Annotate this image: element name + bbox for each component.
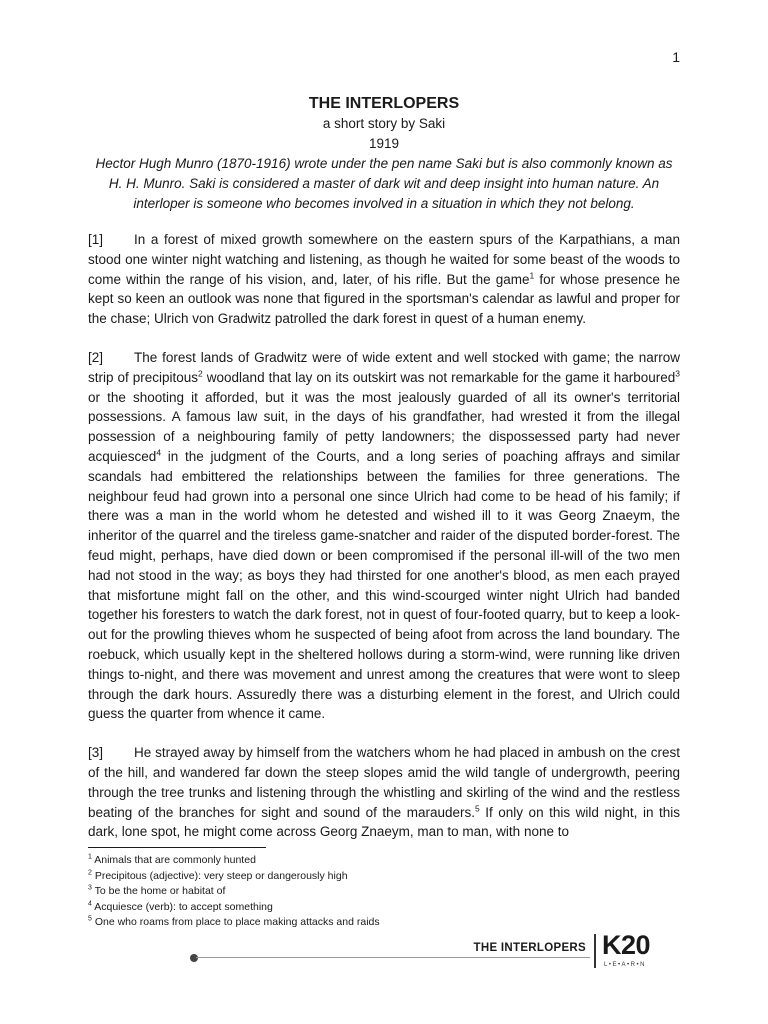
paragraph-text: woodland that lay on its outskirt was not remarkable for the game it harboured [202, 369, 676, 385]
paragraph-text: for whose presence he kept so keen an outlook was none that figured in the sportsman's calendar as lawful and proper for the chase; Ulrich von Gradwitz patrolled the dark forest in quest of a human enemy. [88, 271, 680, 327]
paragraph-3 [88, 743, 680, 842]
footer-separator [594, 934, 596, 968]
page-number: 1 [672, 49, 680, 65]
paragraph-number: [2] [88, 349, 104, 365]
footnote-ref[interactable]: 1 [529, 270, 535, 281]
story-title: THE INTERLOPERS [308, 95, 460, 112]
footnote-item: $^2$ Precipitous (adjective): very steep or dangerously high [88, 869, 348, 882]
paragraph-number: [1] [88, 232, 104, 247]
footer-title: THE INTERLOPERS [473, 942, 586, 954]
footnotes [88, 853, 680, 931]
story-year: 1919 [368, 136, 400, 151]
footnote-item: $^4$ Acquiesce (verb): to accept something [88, 900, 273, 913]
paragraph-text: He strayed away by himself from the watchers whom he had placed in ambush on the crest of the hill, and wandered far down the steep slopes amid the wild tangle of undergrowth, peering through the tree trunks and listening through the whistling and skirling of the wind and the restless beating of the branches for sight and sound of the marauders. [88, 745, 680, 820]
document-header [88, 94, 680, 214]
paragraph-text: In a forest of mixed growth somewhere on the eastern spurs of the Karpathians, a man stood one winter night watching and listening, as though he waited for some beast of the woods to come within the range of his vision, and, later, of his rifle. But the game [88, 232, 680, 287]
k20-logo-subtitle: L•E•A•R•N [604, 962, 646, 968]
author-intro: Hector Hugh Munro (1870-1916) wrote under the pen name Saki but is also commonly known as H. H. Munro. Saki is considered a master of dark wit and deep insight into human nature. An interloper is someone who becomes involved in a situation in which they not belong. [95, 156, 673, 211]
footnote-item: $^3$ To be the home or habitat of [88, 884, 226, 897]
footer-divider [196, 957, 590, 958]
footnote-ref[interactable]: 4 [156, 447, 162, 458]
story-body [88, 230, 680, 861]
footnote-item: $^5$ One who roams from place to place making attacks and raids [88, 915, 380, 928]
footnote-ref[interactable]: 5 [474, 803, 480, 814]
paragraph-1 [88, 230, 680, 329]
footnote-ref[interactable]: 2 [198, 368, 203, 379]
paragraph-text: The forest lands of Gradwitz were of wide extent and well stocked with game; the narrow strip of precipitous [88, 349, 680, 385]
paragraph-number: [3] [88, 745, 104, 761]
paragraph-text: or the shooting it afforded, but it was the most jealously guarded of all its owner's territorial possessions. A famous law suit, in the days of his grandfather, had wrested it from the illegal possession of a neighbouring family of petty landowners; the dispossessed party had never acquiesced [88, 389, 680, 464]
footnote-divider [88, 847, 266, 848]
paragraph-text: If only on this wild night, in this dark, lone spot, he might come across Georg Znaeym, man to man, with none to [88, 804, 680, 840]
footnote-item: $^1$ Animals that are commonly hunted [88, 853, 256, 866]
paragraph-text: in the judgment of the Courts, and a long series of poaching affrays and similar scandals had embittered the relationships between the families for three generations. The neighbour feud had grown into a personal one since Ulrich had come to be head of his family; if there was a man in the world whom he detested and wished ill to it was Georg Znaeym, the inheritor of the quarrel and the tireless game-snatcher and raider of the disputed border-forest. The feud might, perhaps, have died down or been compromised if the personal ill-will of the two men had not stood in the way; as boys they had thirsted for one another's blood, as men each prayed that misfortune might fall on the other, and this wind-scourged winter night Ulrich had banded together his foresters to watch the dark forest, not in quest of four-footed quarry, but to keep a look-out for the prowling thieves whom he suspected of being afoot from across the land boundary. The roebuck, which usually kept in the sheltered hollows during a storm-wind, were running like driven things to-night, and there was movement and unrest among the creatures that were wont to sleep through the dark hours. Assuredly there was a disturbing element in the forest, and Ulrich could guess the quarter from whence it came. [88, 448, 680, 722]
story-subtitle: a short story by Saki [322, 116, 446, 131]
k20-logo: K20 [602, 930, 651, 960]
paragraph-2 [88, 348, 680, 724]
footnote-ref[interactable]: 3 [675, 368, 680, 379]
